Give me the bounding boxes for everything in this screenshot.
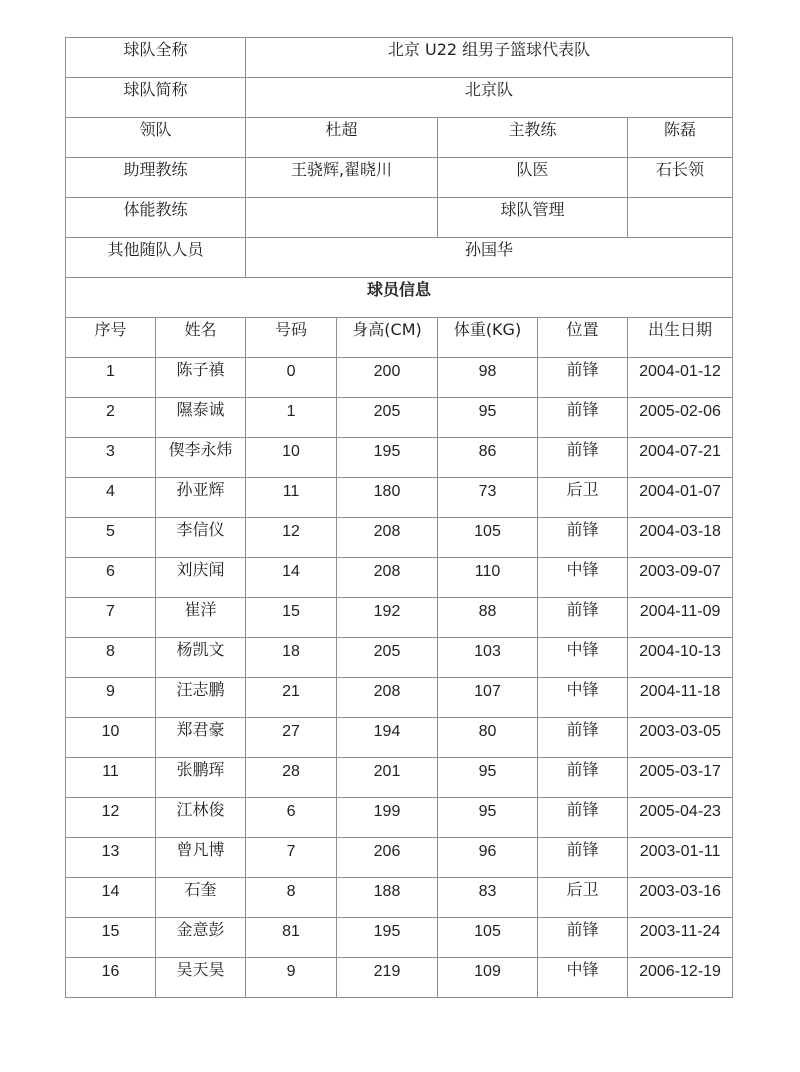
player-position: 前锋 — [538, 718, 628, 758]
player-birth: 2005-03-17 — [628, 758, 733, 798]
other-staff-value: 孙国华 — [246, 238, 733, 278]
player-weight: 95 — [438, 798, 538, 838]
player-birth: 2004-07-21 — [628, 438, 733, 478]
player-name: 隰泰诚 — [156, 398, 246, 438]
player-birth: 2003-11-24 — [628, 918, 733, 958]
player-row — [66, 518, 733, 558]
player-no: 15 — [66, 918, 156, 958]
player-name: 吴天昊 — [156, 958, 246, 998]
team-short-name-label: 球队简称 — [66, 78, 246, 118]
player-height: 195 — [337, 438, 438, 478]
assistant-coach-value: 王骁辉,翟晓川 — [246, 158, 438, 198]
player-height: 208 — [337, 678, 438, 718]
manager-value — [628, 198, 733, 238]
player-name: 汪志鹏 — [156, 678, 246, 718]
player-row — [66, 878, 733, 918]
player-weight: 88 — [438, 598, 538, 638]
player-weight: 80 — [438, 718, 538, 758]
player-birth: 2004-11-09 — [628, 598, 733, 638]
player-height: 208 — [337, 558, 438, 598]
manager-label: 球队管理 — [438, 198, 628, 238]
player-jersey: 6 — [246, 798, 337, 838]
player-birth: 2003-03-16 — [628, 878, 733, 918]
player-weight: 83 — [438, 878, 538, 918]
player-no: 9 — [66, 678, 156, 718]
player-name: 石奎 — [156, 878, 246, 918]
head-coach-label: 主教练 — [438, 118, 628, 158]
players-section-title: 球员信息 — [66, 278, 733, 318]
col-header-weight: 体重(KG) — [438, 318, 538, 358]
player-name: 崔洋 — [156, 598, 246, 638]
player-jersey: 9 — [246, 958, 337, 998]
player-name: 杨凯文 — [156, 638, 246, 678]
player-weight: 96 — [438, 838, 538, 878]
col-header-height: 身高(CM) — [337, 318, 438, 358]
player-position: 前锋 — [538, 758, 628, 798]
player-weight: 107 — [438, 678, 538, 718]
other-staff-label: 其他随队人员 — [66, 238, 246, 278]
player-name: 陈子禛 — [156, 358, 246, 398]
player-row — [66, 438, 733, 478]
player-name: 孙亚辉 — [156, 478, 246, 518]
player-height: 188 — [337, 878, 438, 918]
player-row — [66, 838, 733, 878]
team-full-name-label: 球队全称 — [66, 38, 246, 78]
player-no: 13 — [66, 838, 156, 878]
assistant-coach-label: 助理教练 — [66, 158, 246, 198]
player-name: 曾凡博 — [156, 838, 246, 878]
player-weight: 98 — [438, 358, 538, 398]
player-weight: 103 — [438, 638, 538, 678]
player-row — [66, 798, 733, 838]
team-full-name-value: 北京 U22 组男子篮球代表队 — [246, 38, 733, 78]
player-name: 江林俊 — [156, 798, 246, 838]
player-no: 10 — [66, 718, 156, 758]
player-birth: 2005-04-23 — [628, 798, 733, 838]
player-weight: 86 — [438, 438, 538, 478]
fitness-coach-label: 体能教练 — [66, 198, 246, 238]
player-height: 219 — [337, 958, 438, 998]
player-position: 中锋 — [538, 958, 628, 998]
player-row — [66, 558, 733, 598]
player-position: 前锋 — [538, 438, 628, 478]
roster-table-body — [66, 38, 733, 998]
player-weight: 73 — [438, 478, 538, 518]
player-row — [66, 358, 733, 398]
player-jersey: 0 — [246, 358, 337, 398]
player-weight: 95 — [438, 758, 538, 798]
player-birth: 2003-01-11 — [628, 838, 733, 878]
player-position: 中锋 — [538, 558, 628, 598]
players-section-row — [66, 278, 733, 318]
player-birth: 2006-12-19 — [628, 958, 733, 998]
player-birth: 2003-03-05 — [628, 718, 733, 758]
player-row — [66, 598, 733, 638]
player-jersey: 28 — [246, 758, 337, 798]
player-position: 前锋 — [538, 358, 628, 398]
player-height: 205 — [337, 398, 438, 438]
player-name: 刘庆闻 — [156, 558, 246, 598]
player-jersey: 18 — [246, 638, 337, 678]
player-height: 195 — [337, 918, 438, 958]
player-no: 2 — [66, 398, 156, 438]
player-row — [66, 678, 733, 718]
player-jersey: 81 — [246, 918, 337, 958]
player-header-row — [66, 318, 733, 358]
player-no: 1 — [66, 358, 156, 398]
col-header-position: 位置 — [538, 318, 628, 358]
player-name: 偰李永炜 — [156, 438, 246, 478]
player-position: 后卫 — [538, 878, 628, 918]
player-position: 前锋 — [538, 518, 628, 558]
other-staff-row — [66, 238, 733, 278]
player-jersey: 1 — [246, 398, 337, 438]
player-height: 192 — [337, 598, 438, 638]
roster-table — [65, 37, 733, 998]
player-name: 金意彭 — [156, 918, 246, 958]
player-position: 中锋 — [538, 638, 628, 678]
player-weight: 109 — [438, 958, 538, 998]
player-weight: 95 — [438, 398, 538, 438]
head-coach-value: 陈磊 — [628, 118, 733, 158]
player-jersey: 14 — [246, 558, 337, 598]
player-birth: 2005-02-06 — [628, 398, 733, 438]
player-row — [66, 918, 733, 958]
leader-value: 杜超 — [246, 118, 438, 158]
team-short-name-row — [66, 78, 733, 118]
player-position: 前锋 — [538, 398, 628, 438]
player-no: 3 — [66, 438, 156, 478]
team-short-name-value: 北京队 — [246, 78, 733, 118]
player-jersey: 11 — [246, 478, 337, 518]
fitness-coach-value — [246, 198, 438, 238]
leader-label: 领队 — [66, 118, 246, 158]
player-row — [66, 718, 733, 758]
player-row — [66, 478, 733, 518]
player-no: 4 — [66, 478, 156, 518]
player-height: 200 — [337, 358, 438, 398]
player-position: 前锋 — [538, 918, 628, 958]
assistant-doctor-row — [66, 158, 733, 198]
player-position: 后卫 — [538, 478, 628, 518]
player-birth: 2004-01-07 — [628, 478, 733, 518]
player-height: 208 — [337, 518, 438, 558]
fitness-manager-row — [66, 198, 733, 238]
player-jersey: 7 — [246, 838, 337, 878]
col-header-birth: 出生日期 — [628, 318, 733, 358]
player-row — [66, 398, 733, 438]
player-name: 郑君豪 — [156, 718, 246, 758]
player-name: 张鹏珲 — [156, 758, 246, 798]
player-jersey: 12 — [246, 518, 337, 558]
player-height: 201 — [337, 758, 438, 798]
player-no: 16 — [66, 958, 156, 998]
leader-coach-row — [66, 118, 733, 158]
doctor-label: 队医 — [438, 158, 628, 198]
player-weight: 110 — [438, 558, 538, 598]
col-header-no: 序号 — [66, 318, 156, 358]
doctor-value: 石长领 — [628, 158, 733, 198]
player-jersey: 8 — [246, 878, 337, 918]
player-birth: 2004-03-18 — [628, 518, 733, 558]
player-position: 前锋 — [538, 798, 628, 838]
player-jersey: 27 — [246, 718, 337, 758]
player-height: 199 — [337, 798, 438, 838]
team-full-name-row — [66, 38, 733, 78]
col-header-jersey: 号码 — [246, 318, 337, 358]
player-no: 14 — [66, 878, 156, 918]
player-height: 205 — [337, 638, 438, 678]
player-position: 前锋 — [538, 598, 628, 638]
player-name: 李信仪 — [156, 518, 246, 558]
player-no: 11 — [66, 758, 156, 798]
player-row — [66, 758, 733, 798]
player-jersey: 21 — [246, 678, 337, 718]
player-birth: 2004-11-18 — [628, 678, 733, 718]
col-header-name: 姓名 — [156, 318, 246, 358]
player-no: 12 — [66, 798, 156, 838]
player-height: 180 — [337, 478, 438, 518]
player-no: 5 — [66, 518, 156, 558]
player-birth: 2004-10-13 — [628, 638, 733, 678]
player-height: 206 — [337, 838, 438, 878]
player-no: 6 — [66, 558, 156, 598]
player-jersey: 10 — [246, 438, 337, 478]
player-birth: 2003-09-07 — [628, 558, 733, 598]
player-weight: 105 — [438, 518, 538, 558]
player-weight: 105 — [438, 918, 538, 958]
player-position: 前锋 — [538, 838, 628, 878]
player-no: 8 — [66, 638, 156, 678]
player-position: 中锋 — [538, 678, 628, 718]
player-row — [66, 638, 733, 678]
player-no: 7 — [66, 598, 156, 638]
player-height: 194 — [337, 718, 438, 758]
player-jersey: 15 — [246, 598, 337, 638]
player-row — [66, 958, 733, 998]
player-birth: 2004-01-12 — [628, 358, 733, 398]
